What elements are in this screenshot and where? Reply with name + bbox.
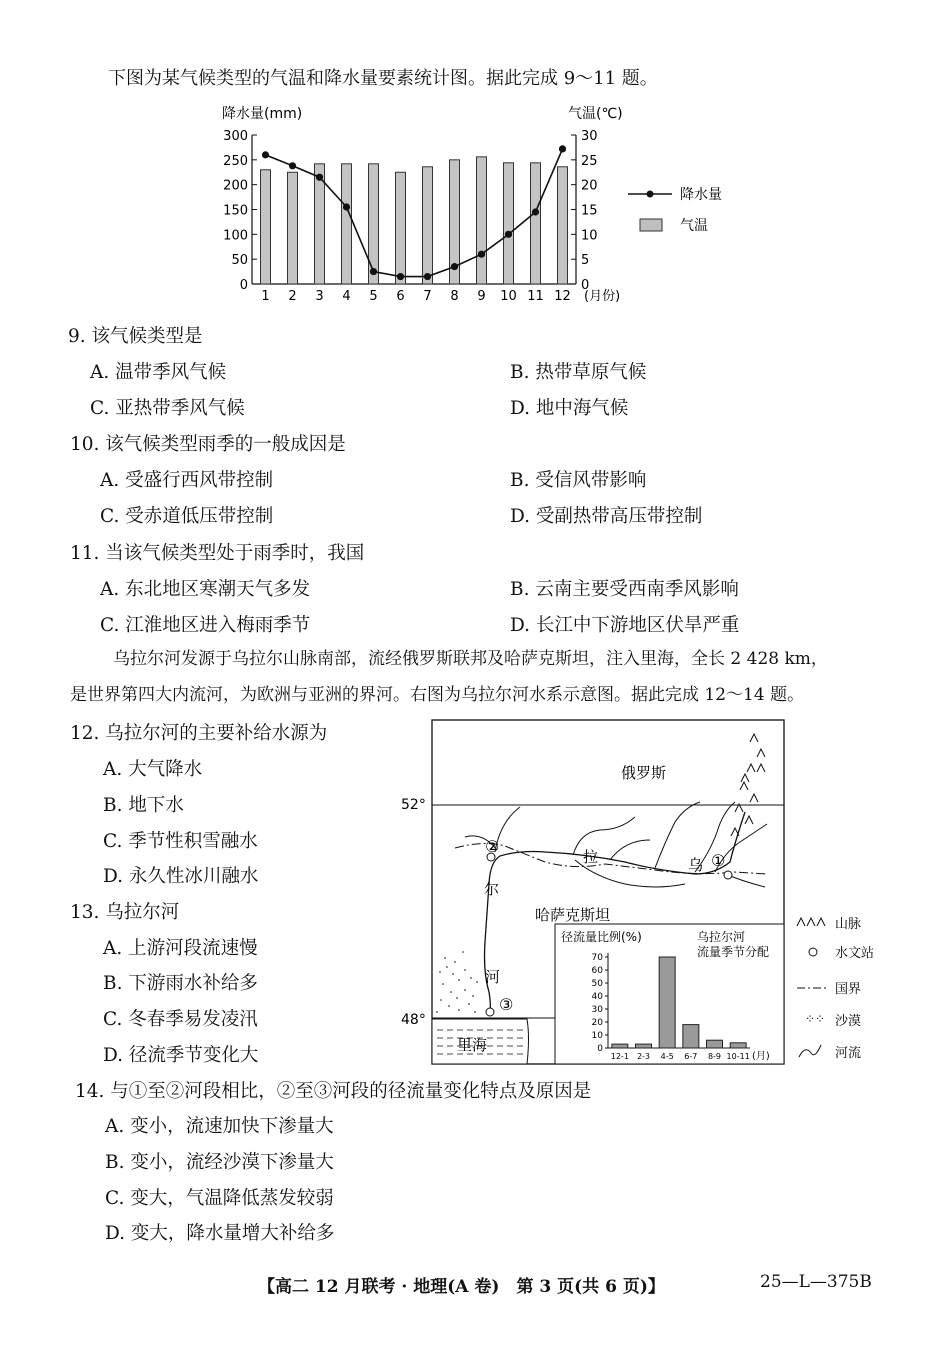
intro-text-1: 下图为某气候类型的气温和降水量要素统计图。据此完成 9～11 题。 — [108, 68, 658, 89]
station-icon — [486, 1008, 494, 1016]
left-tick-label: 150 — [223, 203, 248, 219]
question-13-stem: 13. 乌拉尔河 — [70, 902, 180, 923]
option: D. 变大，降水量增大补给多 — [105, 1223, 335, 1244]
option: C. 亚热带季风气候 — [90, 398, 245, 419]
right-tick-label: 25 — [581, 153, 598, 169]
option: B. 变小，流经沙漠下渗量大 — [105, 1152, 334, 1173]
right-tick-label: 5 — [581, 253, 590, 269]
legend-label: 沙漠 — [835, 1014, 862, 1029]
precipitation-point — [343, 203, 350, 210]
precipitation-point — [289, 162, 296, 169]
station-2-label: ② — [485, 837, 500, 856]
runoff-bar — [612, 1044, 628, 1048]
option: A. 温带季风气候 — [90, 362, 227, 383]
inset-ylabel: 径流量比例(%) — [561, 930, 642, 944]
option: D. 永久性冰川融水 — [103, 866, 259, 887]
inset-tick-label: 70 — [591, 953, 603, 963]
legend-bar-symbol — [640, 219, 662, 231]
x-tick-label: 9 — [477, 289, 486, 304]
left-tick-label: 250 — [223, 153, 248, 169]
x-tick-label: 3 — [315, 289, 324, 304]
legend-label: 水文站 — [835, 946, 875, 961]
legend-dot-symbol — [647, 191, 654, 198]
temperature-bar — [261, 170, 271, 284]
option: B. 下游雨水补给多 — [103, 973, 258, 994]
precipitation-point — [424, 273, 431, 280]
inset-x-label: 4-5 — [660, 1052, 674, 1061]
station-icon — [724, 871, 732, 879]
kazakhstan-label: 哈萨克斯坦 — [535, 906, 611, 924]
inset-x-label: 10-11 — [726, 1052, 750, 1061]
climate-chart — [220, 98, 750, 318]
option: A. 上游河段流速慢 — [103, 938, 258, 959]
question-9-stem: 9. 该气候类型是 — [68, 326, 203, 347]
temperature-bar — [531, 163, 541, 284]
footer-title: 【高二 12 月联考 · 地理(A 卷) 第 3 页(共 6 页)】 — [258, 1277, 665, 1297]
right-tick-label: 0 — [581, 278, 590, 293]
runoff-bar — [707, 1040, 723, 1048]
precipitation-point — [451, 263, 458, 270]
station-icon — [809, 948, 817, 956]
temperature-bar — [423, 167, 433, 284]
precipitation-point — [370, 268, 377, 275]
question-11-stem: 11. 当该气候类型处于雨季时，我国 — [70, 543, 365, 564]
temperature-bar — [342, 164, 352, 284]
question-12-stem: 12. 乌拉尔河的主要补给水源为 — [70, 723, 328, 744]
desert-icon: ⁘⁘ — [805, 1012, 826, 1026]
river-char: 尔 — [484, 880, 500, 898]
intro-text-2a: 乌拉尔河发源于乌拉尔山脉南部，流经俄罗斯联邦及哈萨克斯坦，注入里海，全长 2 428 km， — [113, 649, 828, 669]
option: B. 云南主要受西南季风影响 — [510, 579, 739, 600]
right-axis-label: 气温(℃) — [568, 106, 623, 122]
river-char: 乌 — [688, 856, 704, 874]
legend-label: 河流 — [835, 1046, 862, 1061]
inset-tick-label: 10 — [591, 1031, 603, 1041]
inset-x-label: 12-1 — [610, 1052, 629, 1061]
russia-label: 俄罗斯 — [621, 764, 667, 782]
left-tick-label: 300 — [223, 129, 248, 144]
option: B. 热带草原气候 — [510, 362, 647, 383]
option: C. 变大，气温降低蒸发较弱 — [105, 1188, 334, 1209]
temperature-bar — [558, 167, 568, 284]
left-tick-label: 100 — [223, 228, 248, 244]
left-tick-label: 50 — [231, 253, 248, 269]
option: A. 受盛行西风带控制 — [100, 470, 274, 491]
runoff-bar — [730, 1043, 746, 1048]
precipitation-point — [532, 208, 539, 215]
precipitation-point — [478, 251, 485, 258]
option: A. 大气降水 — [103, 759, 203, 780]
runoff-bar — [636, 1044, 652, 1048]
legend-rain-label: 降水量 — [680, 187, 722, 203]
inset-tick-label: 40 — [591, 992, 603, 1002]
left-tick-label: 0 — [239, 278, 248, 293]
legend-label: 国界 — [835, 982, 862, 997]
left-axis-label: 降水量(mm) — [222, 106, 303, 122]
option: C. 冬春季易发凌汛 — [103, 1009, 258, 1030]
x-tick-label: 12 — [554, 289, 571, 304]
inset-tick-label: 60 — [591, 966, 603, 976]
option: A. 东北地区寒潮天气多发 — [100, 579, 311, 600]
lat-48-label: 48° — [401, 1012, 426, 1028]
runoff-bar — [683, 1025, 699, 1048]
precipitation-line — [266, 149, 563, 277]
river-char: 河 — [485, 968, 501, 986]
legend-label: 山脉 — [835, 917, 862, 932]
inset-tick-label: 0 — [597, 1044, 603, 1054]
lat-52-label: 52° — [401, 797, 426, 813]
option: B. 受信风带影响 — [510, 470, 647, 491]
station-1-label: ① — [711, 851, 726, 870]
footer-code: 25—L—375B — [760, 1272, 872, 1292]
temperature-bar — [396, 172, 406, 284]
inset-x-unit: (月) — [752, 1051, 770, 1062]
option: C. 受赤道低压带控制 — [100, 506, 274, 527]
x-tick-label: 11 — [527, 289, 544, 304]
legend-temp-label: 气温 — [680, 218, 708, 234]
option: D. 长江中下游地区伏旱严重 — [510, 615, 740, 636]
x-tick-label: 2 — [288, 289, 297, 304]
question-14-stem: 14. 与①至②河段相比，②至③河段的径流量变化特点及原因是 — [75, 1081, 592, 1102]
option: B. 地下水 — [103, 795, 184, 816]
river-icon — [799, 1045, 821, 1057]
x-tick-label: 7 — [423, 289, 432, 304]
caspian-label: 里海 — [457, 1036, 488, 1054]
precipitation-point — [559, 145, 566, 152]
right-tick-label: 30 — [581, 129, 598, 144]
x-tick-label: 1 — [261, 289, 270, 304]
temperature-bar — [288, 172, 298, 284]
intro-text-2b: 是世界第四大内流河，为欧洲与亚洲的界河。右图为乌拉尔河水系示意图。据此完成 12～14 题。 — [70, 685, 805, 705]
x-unit-label: (月份) — [584, 289, 621, 304]
inset-tick-label: 30 — [591, 1005, 603, 1015]
mountain-icon — [797, 918, 825, 926]
inset-tick-label: 50 — [591, 979, 603, 989]
option: D. 地中海气候 — [510, 398, 629, 419]
right-tick-label: 20 — [581, 178, 598, 194]
inset-x-label: 8-9 — [707, 1052, 722, 1061]
x-tick-label: 4 — [342, 289, 351, 304]
question-10-stem: 10. 该气候类型雨季的一般成因是 — [70, 434, 346, 455]
x-tick-label: 10 — [500, 289, 517, 304]
precipitation-point — [397, 273, 404, 280]
inset-title-1: 乌拉尔河 — [697, 930, 746, 944]
precipitation-point — [316, 174, 323, 181]
inset-tick-label: 20 — [591, 1018, 603, 1028]
ural-river-map — [395, 712, 895, 1072]
inset-title-2: 流量季节分配 — [697, 945, 770, 959]
river-char: 拉 — [583, 848, 599, 866]
right-tick-label: 10 — [581, 228, 598, 244]
map-legend — [797, 917, 874, 1061]
option: D. 受副热带高压带控制 — [510, 506, 703, 527]
option: D. 径流季节变化大 — [103, 1045, 259, 1066]
x-tick-label: 8 — [450, 289, 459, 304]
x-tick-label: 5 — [369, 289, 378, 304]
right-tick-label: 15 — [581, 203, 598, 219]
precipitation-point — [262, 151, 269, 158]
temperature-bar — [477, 157, 487, 284]
option: C. 江淮地区进入梅雨季节 — [100, 615, 311, 636]
station-3-label: ③ — [499, 995, 514, 1014]
x-tick-label: 6 — [396, 289, 405, 304]
option: C. 季节性积雪融水 — [103, 831, 258, 852]
runoff-bar — [659, 957, 675, 1048]
temperature-bar — [369, 164, 379, 284]
option: A. 变小，流速加快下渗量大 — [105, 1116, 334, 1137]
temperature-bar — [504, 163, 514, 284]
inset-x-label: 6-7 — [684, 1052, 698, 1061]
precipitation-point — [505, 231, 512, 238]
inset-x-label: 2-3 — [636, 1052, 651, 1061]
left-tick-label: 200 — [223, 178, 248, 194]
